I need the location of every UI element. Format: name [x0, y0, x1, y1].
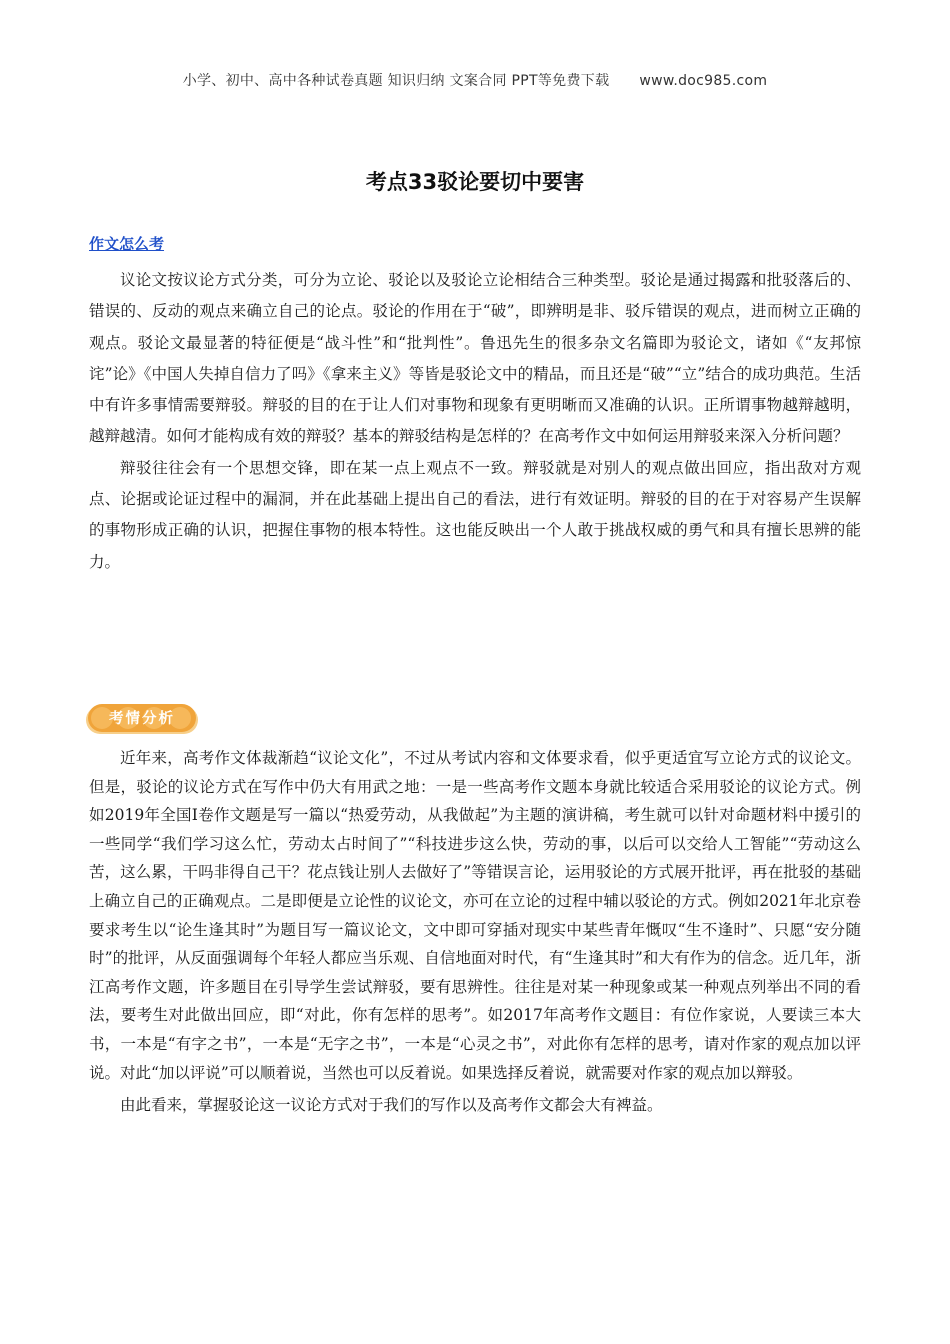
body-section-2 — [89, 744, 861, 1120]
analysis-badge — [86, 704, 198, 736]
header-site-url[interactable]: www.doc985.com — [639, 73, 768, 89]
paragraph: 由此看来，掌握驳论这一议论方式对于我们的写作以及高考作文都会大有裨益。 — [120, 1096, 663, 1115]
paragraph: 议论文按议论方式分类，可分为立论、驳论以及驳论立论相结合三种类型。驳论是通过揭露和批驳落后的、错误的、反动的观点来确立自己的论点。驳论的作用在于“破”，即辨明是非、驳斥错误的观点，进而树立正确的观点。驳论文最显著的特征便是“战斗性”和“批判性”。鲁迅先生的很多杂文名篇即为驳论文，诸如《“友邦惊诧”论》《中国人失掉自信力了吗》《拿来主义》等皆是驳论文中的精品，而且还是“破”“立”结合的成功典范。生活中有许多事情需要辩驳。辩驳的目的在于让人们对事物和现象有更明晰而又准确的认识。正所谓事物越辩越明，越辩越清。如何才能构成有效的辩驳？基本的辩驳结构是怎样的？在高考作文中如何运用辩驳来深入分析问题？ — [89, 271, 861, 446]
paragraph: 辩驳往往会有一个思想交锋，即在某一点上观点不一致。辩驳就是对别人的观点做出回应，指出敌对方观点、论据或论证过程中的漏洞，并在此基础上提出自己的看法，进行有效证明。辩驳的目的在于对容易产生误解的事物形成正确的认识，把握住事物的根本特性。这也能反映出一个人敢于挑战权威的勇气和具有擅长思辨的能力。 — [89, 458, 861, 571]
header-tagline: 小学、初中、高中各种试卷真题 知识归纳 文案合同 PPT等免费下载 — [182, 73, 610, 89]
body-section-1 — [89, 265, 861, 578]
section-heading-link[interactable]: 作文怎么考 — [89, 235, 165, 253]
badge-label: 考情分析 — [109, 711, 175, 727]
document-title: 考点33驳论要切中要害 — [365, 170, 585, 194]
paragraph: 近年来，高考作文体裁渐趋“议论文化”，不过从考试内容和文体要求看，似乎更适宜写立论方式的议论文。但是，驳论的议论方式在写作中仍大有用武之地：一是一些高考作文题本身就比较适合采用驳论的议论方式。例如2019年全国Ⅰ卷作文题是写一篇以“热爱劳动，从我做起”为主题的演讲稿，考生就可以针对命题材料中援引的一些同学“我们学习这么忙，劳动太占时间了”“科技进步这么快，劳动的事，以后可以交给人工智能”“劳动这么苦，这么累，干吗非得自己干？花点钱让别人去做好了”等错误言论，运用驳论的方式展开批评，再在批驳的基础上确立自己的正确观点。二是即便是立论性的议论文，亦可在立论的过程中辅以驳论的方式。例如2021年北京卷要求考生以“论生逢其时”为题目写一篇议论文，文中即可穿插对现实中某些青年慨叹“生不逢时”、只愿“安分随时”的批评，从反面强调每个年轻人都应当乐观、自信地面对时代，有“生逢其时”和大有作为的信念。近几年，浙江高考作文题，许多题目在引导学生尝试辩驳，要有思辨性。往往是对某一种现象或某一种观点列举出不同的看法，要考生对此做出回应，即“对此，你有怎样的思考”。如2017年高考作文题目：有位作家说，人要读三本大书，一本是“有字之书”，一本是“无字之书”，一本是“心灵之书”，对此你有怎样的思考，请对作家的观点加以评说。对此“加以评说”可以顺着说，当然也可以反着说。如果选择反着说，就需要对作家的观点加以辩驳。 — [89, 749, 861, 1082]
page-header — [0, 70, 950, 90]
